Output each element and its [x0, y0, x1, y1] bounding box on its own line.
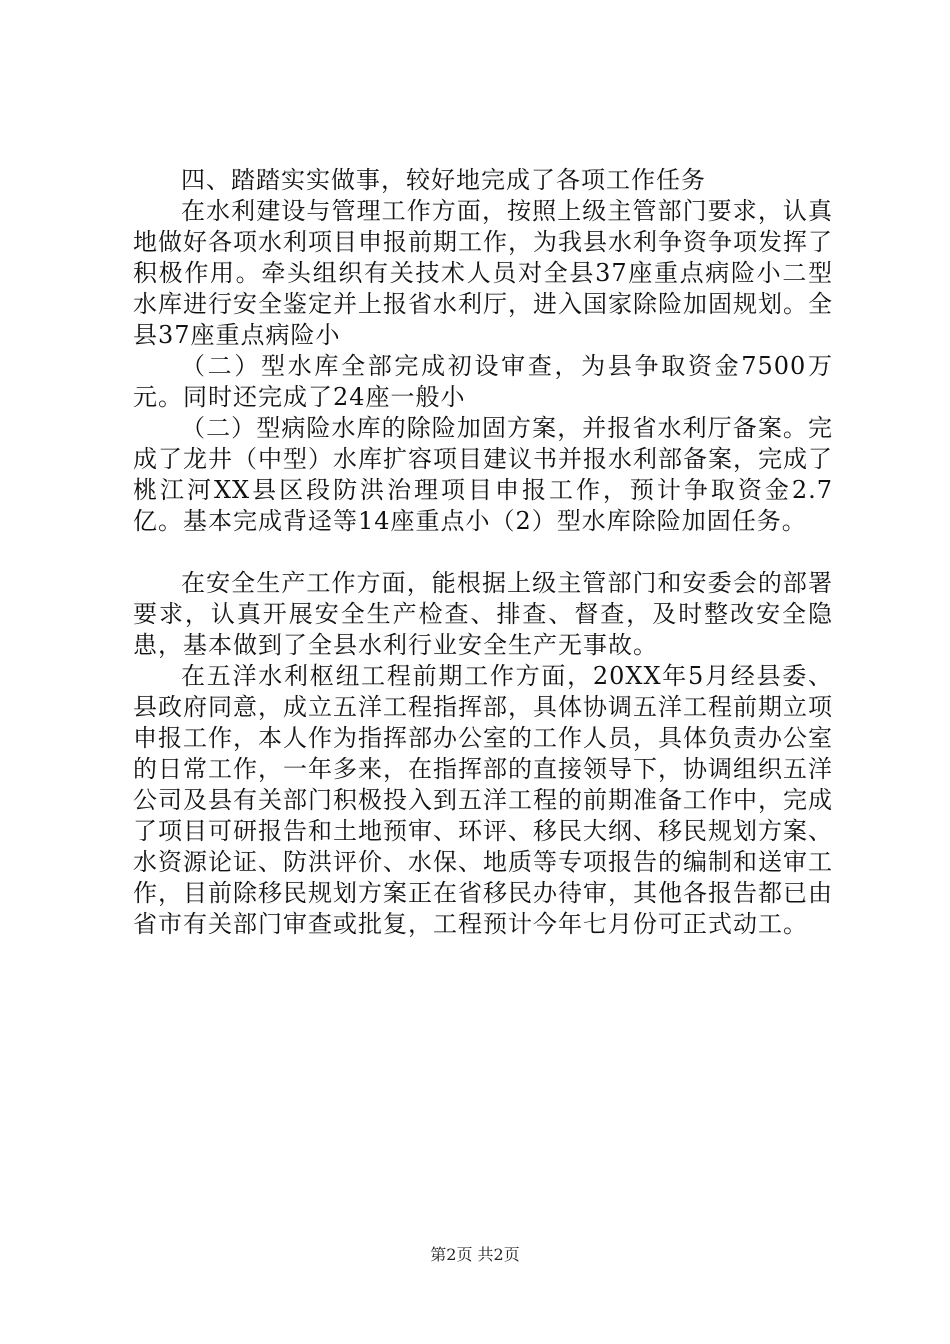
paragraph-reinforcement-plan: （二）型病险水库的除险加固方案，并报省水利厅备案。完成了龙井（中型）水库扩容项目建议书并报水利部备案，完成了桃江河XX县区段防洪治理项目申报工作，预计争取资金2.7亿。基本完成背迳等14座重点小（2）型水库除险加固任务。	[133, 414, 833, 535]
paragraph-safety-production: 在安全生产工作方面，能根据上级主管部门和安委会的部署要求，认真开展安全生产检查、排查、督查，及时整改安全隐患，基本做到了全县水利行业安全生产无事故。	[133, 569, 833, 659]
paragraph-reservoir-review: （二）型水库全部完成初设审查，为县争取资金7500万元。同时还完成了24座一般小	[133, 352, 833, 411]
page-number: 第2页 共2页	[430, 1245, 520, 1264]
paragraph-wuyang-project: 在五洋水利枢纽工程前期工作方面，20XX年5月经县委、县政府同意，成立五洋工程指挥部，具体协调五洋工程前期立项申报工作，本人作为指挥部办公室的工作人员，具体负责办公室的日常工作，一年多来，在指挥部的直接领导下，协调组织五洋公司及县有关部门积极投入到五洋工程的前期准备工作中，完成了项目可研报告和土地预审、环评、移民大纲、移民规划方案、水资源论证、防洪评价、水保、地质等专项报告的编制和送审工作，目前除移民规划方案正在省移民办待审，其他各报告都已由省市有关部门审查或批复，工程预计今年七月份可正式动工。	[133, 662, 833, 938]
paragraph-water-construction: 在水利建设与管理工作方面，按照上级主管部门要求，认真地做好各项水利项目申报前期工作，为我县水利争资争项发挥了积极作用。牵头组织有关技术人员对全县37座重点病险小二型水库进行安全鉴定并上报省水利厅，进入国家除险加固规划。全县37座重点病险小	[133, 197, 833, 349]
section-heading: 四、踏踏实实做事，较好地完成了各项工作任务	[181, 166, 706, 194]
document-body	[133, 165, 833, 940]
